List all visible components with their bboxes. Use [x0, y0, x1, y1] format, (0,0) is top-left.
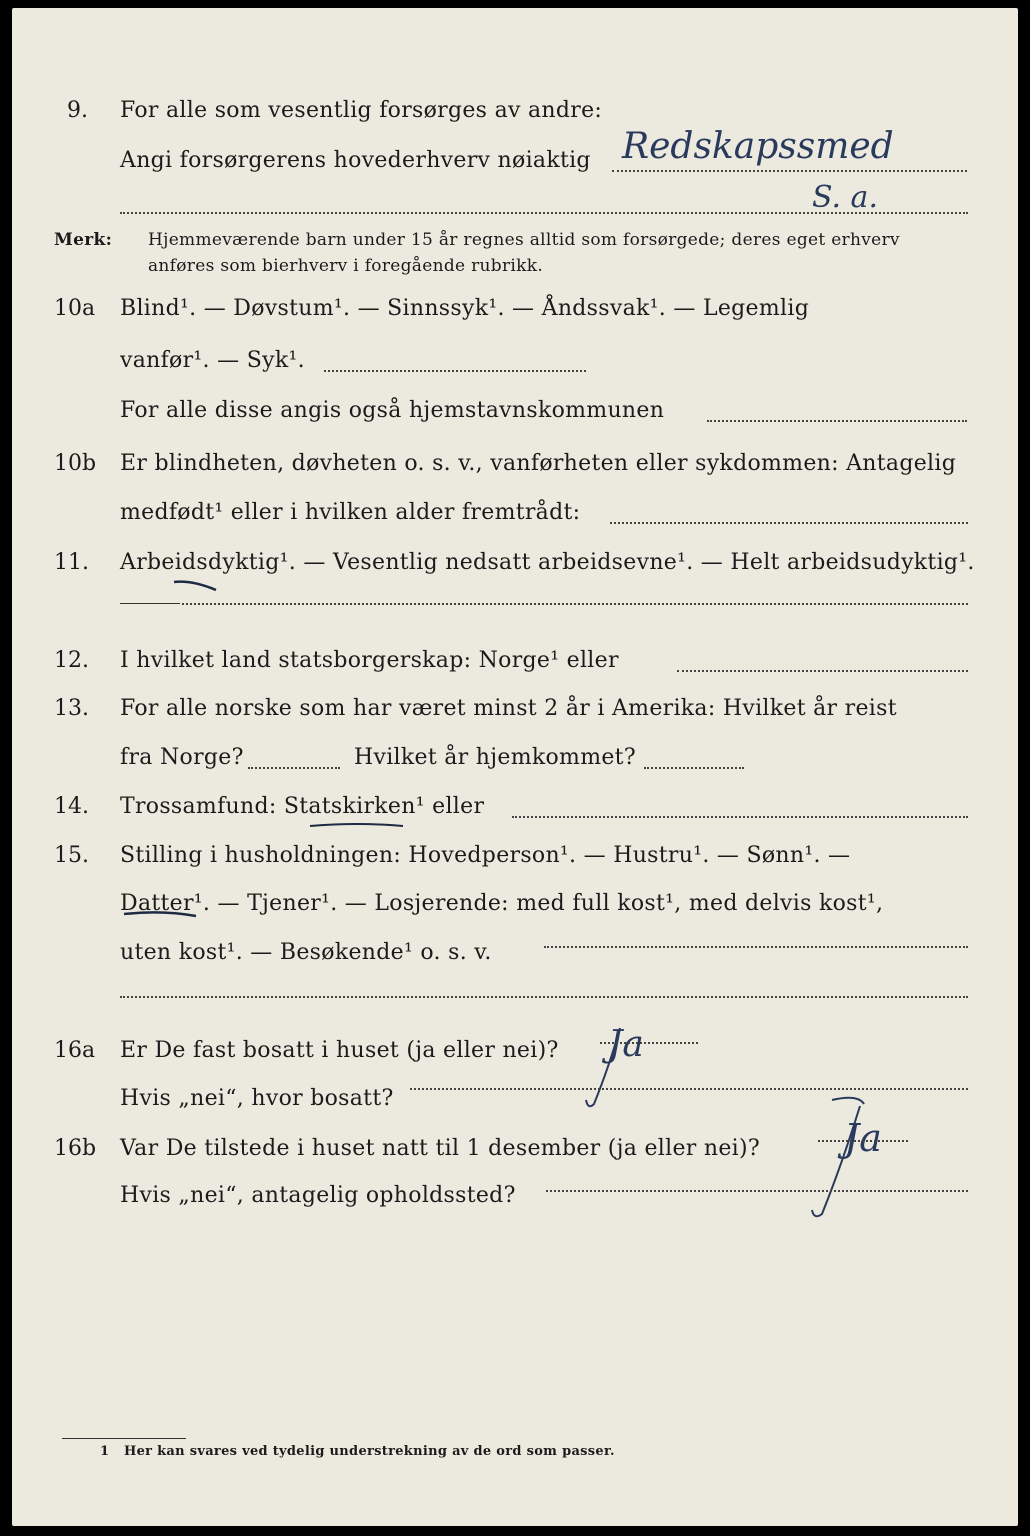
q16b-answer-stroke: [802, 1094, 872, 1224]
q10b-answer-line: [610, 522, 968, 524]
q16b-opholdssted-line: [546, 1190, 968, 1192]
footnote-text: Her kan svares ved tydelig understrekning av de ord som passer.: [124, 1444, 615, 1459]
census-form-page: [12, 8, 1018, 1526]
q10a-kommune-line: [707, 420, 967, 422]
q13-line1: For alle norske som har været minst 2 år i Amerika: Hvilket år reist: [120, 696, 897, 721]
q15-line2: Datter¹. — Tjener¹. — Losjerende: med full kost¹, med delvis kost¹,: [120, 891, 884, 916]
q10a-number: 10a: [54, 296, 96, 321]
q13-reist-line: [248, 767, 340, 769]
q12-number: 12.: [54, 648, 89, 673]
q11-line1: Arbeidsdyktig¹. — Vesentlig nedsatt arbeidsevne¹. — Helt arbeidsudyktig¹.: [120, 550, 975, 575]
q16a-handwritten-answer: Ja: [608, 1024, 644, 1065]
q14-answer-line: [512, 816, 968, 818]
q10b-line1: Er blindheten, døvheten o. s. v., vanførheten eller sykdommen: Antagelig: [120, 451, 957, 476]
q9-line2: Angi forsørgerens hovederhverv nøiaktig: [120, 148, 591, 173]
q16b-answer-line: [818, 1140, 908, 1142]
q15-number: 15.: [54, 843, 89, 868]
q13-hjemkommet-line: [644, 767, 744, 769]
q10a-line2: vanfør¹. — Syk¹.: [120, 348, 305, 373]
q14-line1: Trossamfund: Statskirken¹ eller: [120, 794, 485, 819]
q11-underline-mark: [172, 576, 222, 596]
q12-answer-line: [677, 670, 968, 672]
q9-answer-line: [612, 170, 967, 172]
merk-label: Merk:: [54, 230, 113, 250]
q10a-answer-line: [324, 370, 586, 372]
q15-extra-line: [120, 996, 968, 998]
q15-line1: Stilling i husholdningen: Hovedperson¹. — Hustru¹. — Sønn¹. —: [120, 843, 851, 868]
q10a-line1: Blind¹. — Døvstum¹. — Sinnssyk¹. — Åndssvak¹. — Legemlig: [120, 296, 810, 321]
q14-number: 14.: [54, 794, 89, 819]
q11-answer-line: [182, 603, 968, 605]
q16b-line1: Var De tilstede i huset natt til 1 desember (ja eller nei)?: [120, 1136, 760, 1161]
q16b-handwritten-answer: Ja: [844, 1116, 882, 1160]
footnote-mark: 1: [100, 1444, 110, 1459]
q9-extra-line: [120, 212, 968, 214]
q16a-answer-stroke: [580, 1024, 630, 1110]
merk-line1: Hjemmeværende barn under 15 år regnes alltid som forsørgede; deres eget erhverv: [148, 230, 900, 250]
q16b-number: 16b: [54, 1136, 97, 1161]
q13-line2a: fra Norge?: [120, 745, 244, 770]
q10b-line2: medfødt¹ eller i hvilken alder fremtrådt:: [120, 500, 581, 525]
q10a-line3: For alle disse angis også hjemstavnskommunen: [120, 398, 665, 423]
q9-handwritten-answer2: S. a.: [812, 180, 878, 215]
q16a-answer-line: [600, 1042, 698, 1044]
footnote-rule: [62, 1438, 186, 1439]
q11-number: 11.: [54, 550, 89, 575]
q11-answer-line-start: [120, 603, 180, 604]
q9-line1: For alle som vesentlig forsørges av andre:: [120, 98, 603, 123]
q9-handwritten-answer: Redskapssmed: [622, 126, 894, 167]
q12-line1: I hvilket land statsborgerskap: Norge¹ eller: [120, 648, 619, 673]
q13-number: 13.: [54, 696, 89, 721]
q13-line2b: Hvilket år hjemkommet?: [354, 745, 636, 770]
merk-line2: anføres som bierhverv i foregående rubrikk.: [148, 256, 544, 276]
q16b-line2: Hvis „nei“, antagelig opholdssted?: [120, 1183, 516, 1208]
q16a-line1: Er De fast bosatt i huset (ja eller nei)?: [120, 1038, 559, 1063]
q15-underline-mark: [122, 908, 202, 922]
q16a-bosatt-line: [410, 1088, 968, 1090]
q10b-number: 10b: [54, 451, 97, 476]
q14-underline-mark: [308, 820, 408, 832]
q16a-line2: Hvis „nei“, hvor bosatt?: [120, 1086, 394, 1111]
q9-number: 9.: [67, 98, 88, 123]
q16a-number: 16a: [54, 1038, 96, 1063]
q15-answer-line: [544, 946, 968, 948]
q15-line3: uten kost¹. — Besøkende¹ o. s. v.: [120, 940, 492, 965]
